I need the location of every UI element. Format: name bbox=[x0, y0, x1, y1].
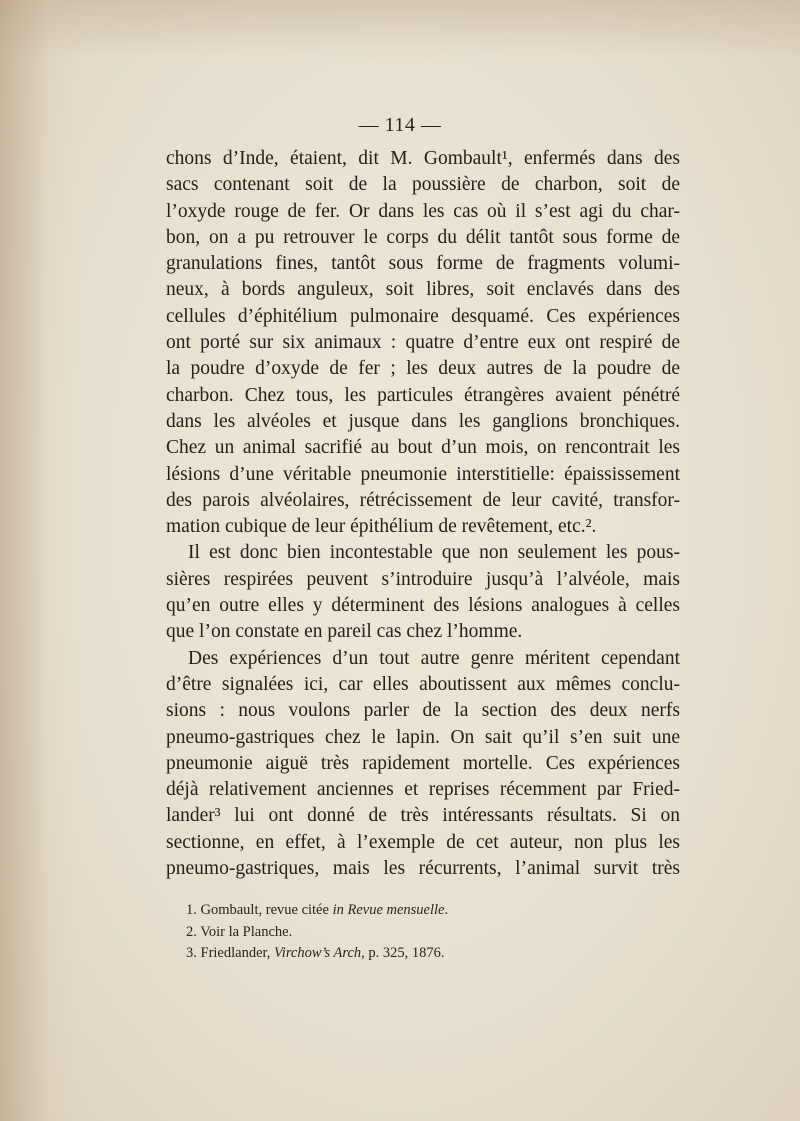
text-line: d’être signalées ici, car elles aboutissent aux mêmes conclu- bbox=[166, 673, 680, 695]
footnote-number: 1. bbox=[186, 902, 197, 918]
text-line: ont porté sur six animaux : quatre d’entre eux ont respiré de bbox=[166, 332, 680, 354]
footnote bbox=[186, 900, 666, 922]
text-line: pneumonie aiguë très rapidement mortelle. Ces expériences bbox=[166, 752, 680, 774]
footnote-italic: in Revue mensuelle bbox=[332, 902, 445, 918]
text-line: l’oxyde rouge de fer. Or dans les cas où il s’est agi du char- bbox=[166, 200, 680, 222]
body-text bbox=[166, 146, 680, 882]
text-line: la poudre d’oxyde de fer ; les deux autres de la poudre de bbox=[166, 358, 680, 380]
text-line: sectionne, en effet, à l’exemple de cet auteur, non plus les bbox=[166, 831, 680, 853]
text-line: cellules d’éphitélium pulmonaire desquamé. Ces expériences bbox=[166, 305, 680, 327]
footnote-text: Voir la Planche. bbox=[200, 923, 293, 940]
footnote-text: Friedlander, bbox=[200, 945, 275, 961]
text-line: mation cubique de leur épithélium de revêtement, etc.². bbox=[166, 516, 597, 538]
footnote-after: p. 325, 1876. bbox=[364, 945, 445, 961]
text-line: qu’en outre elles y déterminent des lésions analogues à celles bbox=[166, 595, 680, 617]
text-line: déjà relativement anciennes et reprises récemment par Fried- bbox=[166, 779, 680, 801]
page-edge-shadow bbox=[0, 0, 80, 1121]
text-line: pneumo-gastriques, mais les récurrents, l’animal survit très bbox=[166, 858, 680, 880]
text-line: lésions d’une véritable pneumonie interstitielle: épaississement bbox=[166, 463, 680, 485]
text-line: neux, à bords anguleux, soit libres, soit enclavés dans des bbox=[166, 279, 680, 301]
text-line: pneumo-gastriques chez le lapin. On sait qu’il s’en suit une bbox=[166, 726, 680, 748]
footnote-after: . bbox=[444, 902, 449, 918]
footnote bbox=[186, 943, 666, 965]
footnote-number: 2. bbox=[186, 923, 197, 940]
footnote-italic: Virchow’s Arch, bbox=[274, 945, 365, 961]
text-line: charbon. Chez tous, les particules étrangères avaient pénétré bbox=[166, 384, 680, 406]
text-line: que l’on constate en pareil cas chez l’homme. bbox=[166, 621, 523, 643]
text-line: sacs contenant soit de la poussière de charbon, soit de bbox=[166, 174, 680, 196]
text-line: Il est donc bien incontestable que non seulement les pous- bbox=[188, 542, 680, 564]
text-line: granulations fines, tantôt sous forme de fragments volumi- bbox=[166, 253, 680, 275]
text-line: Des expériences d’un tout autre genre méritent cependant bbox=[188, 647, 680, 669]
footnotes bbox=[186, 900, 666, 965]
text-line: dans les alvéoles et jusque dans les ganglions bronchiques. bbox=[166, 410, 680, 432]
footnote-number: 3. bbox=[186, 945, 197, 961]
text-line: Chez un animal sacrifié au bout d’un mois, on rencontrait les bbox=[166, 437, 680, 459]
text-line: chons d’Inde, étaient, dit M. Gombault¹, enfermés dans des bbox=[166, 148, 680, 169]
page-top-shadow bbox=[0, 0, 800, 60]
text-line: lander³ lui ont donné de très intéressants résultats. Si on bbox=[166, 805, 680, 827]
footnote-text: Gombault, revue citée bbox=[200, 902, 333, 918]
text-line: des parois alvéolaires, rétrécissement de leur cavité, transfor- bbox=[166, 489, 680, 511]
text-line: sières respirées peuvent s’introduire jusqu’à l’alvéole, mais bbox=[166, 568, 680, 590]
footnote bbox=[186, 922, 666, 944]
text-line: sions : nous voulons parler de la section des deux nerfs bbox=[166, 700, 680, 722]
text-line: bon, on a pu retrouver le corps du délit tantôt sous forme de bbox=[166, 226, 680, 248]
page-number: — 114 — bbox=[358, 114, 442, 136]
